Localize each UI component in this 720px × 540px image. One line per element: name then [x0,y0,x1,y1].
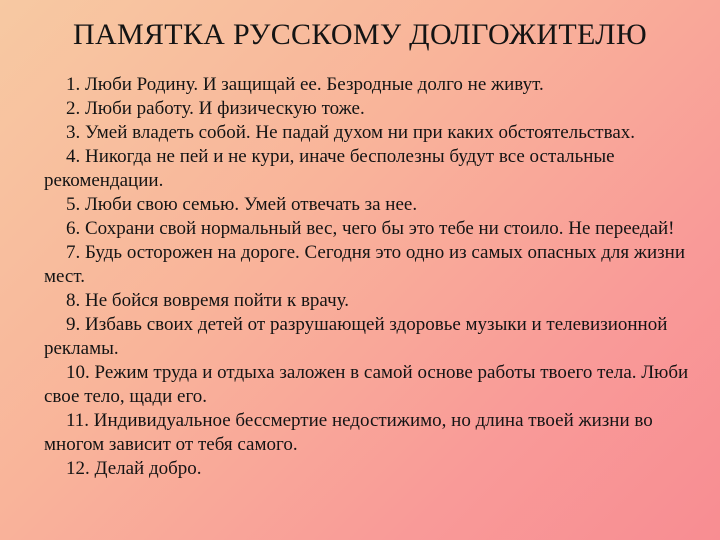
list-item: 1. Люби Родину. И защищай ее. Безродные долго не живут. [66,74,544,95]
list-item: 7. Будь осторожен на дороге. Сегодня это одно из самых опасных для жизни мест. [44,242,686,287]
list-item: 12. Делай добро. [66,458,202,479]
list-item: 8. Не бойся вовремя пойти к врачу. [66,290,350,311]
slide-title: ПАМЯТКА РУССКОМУ ДОЛГОЖИТЕЛЮ [73,18,647,51]
list-item: 2. Люби работу. И физическую тоже. [66,98,365,119]
advice-list [44,73,714,481]
list-item: 3. Умей владеть собой. Не падай духом ни при каких обстоятельствах. [66,122,636,143]
list-item: 6. Сохрани свой нормальный вес, чего бы это тебе ни стоило. Не переедай! [66,218,675,239]
list-item: 4. Никогда не пей и не кури, иначе бесполезны будут все остальные рекомендации. [44,146,615,191]
list-item: 5. Люби свою семью. Умей отвечать за нее. [66,194,418,215]
list-item: 9. Избавь своих детей от разрушающей здоровье музыки и телевизионной рекламы. [44,314,668,359]
list-item: 11. Индивидуальное бессмертие недостижимо, но длина твоей жизни во многом зависит от тебя самого. [44,410,653,455]
list-item: 10. Режим труда и отдыха заложен в самой основе работы твоего тела. Люби свое тело, щади его. [44,362,689,407]
